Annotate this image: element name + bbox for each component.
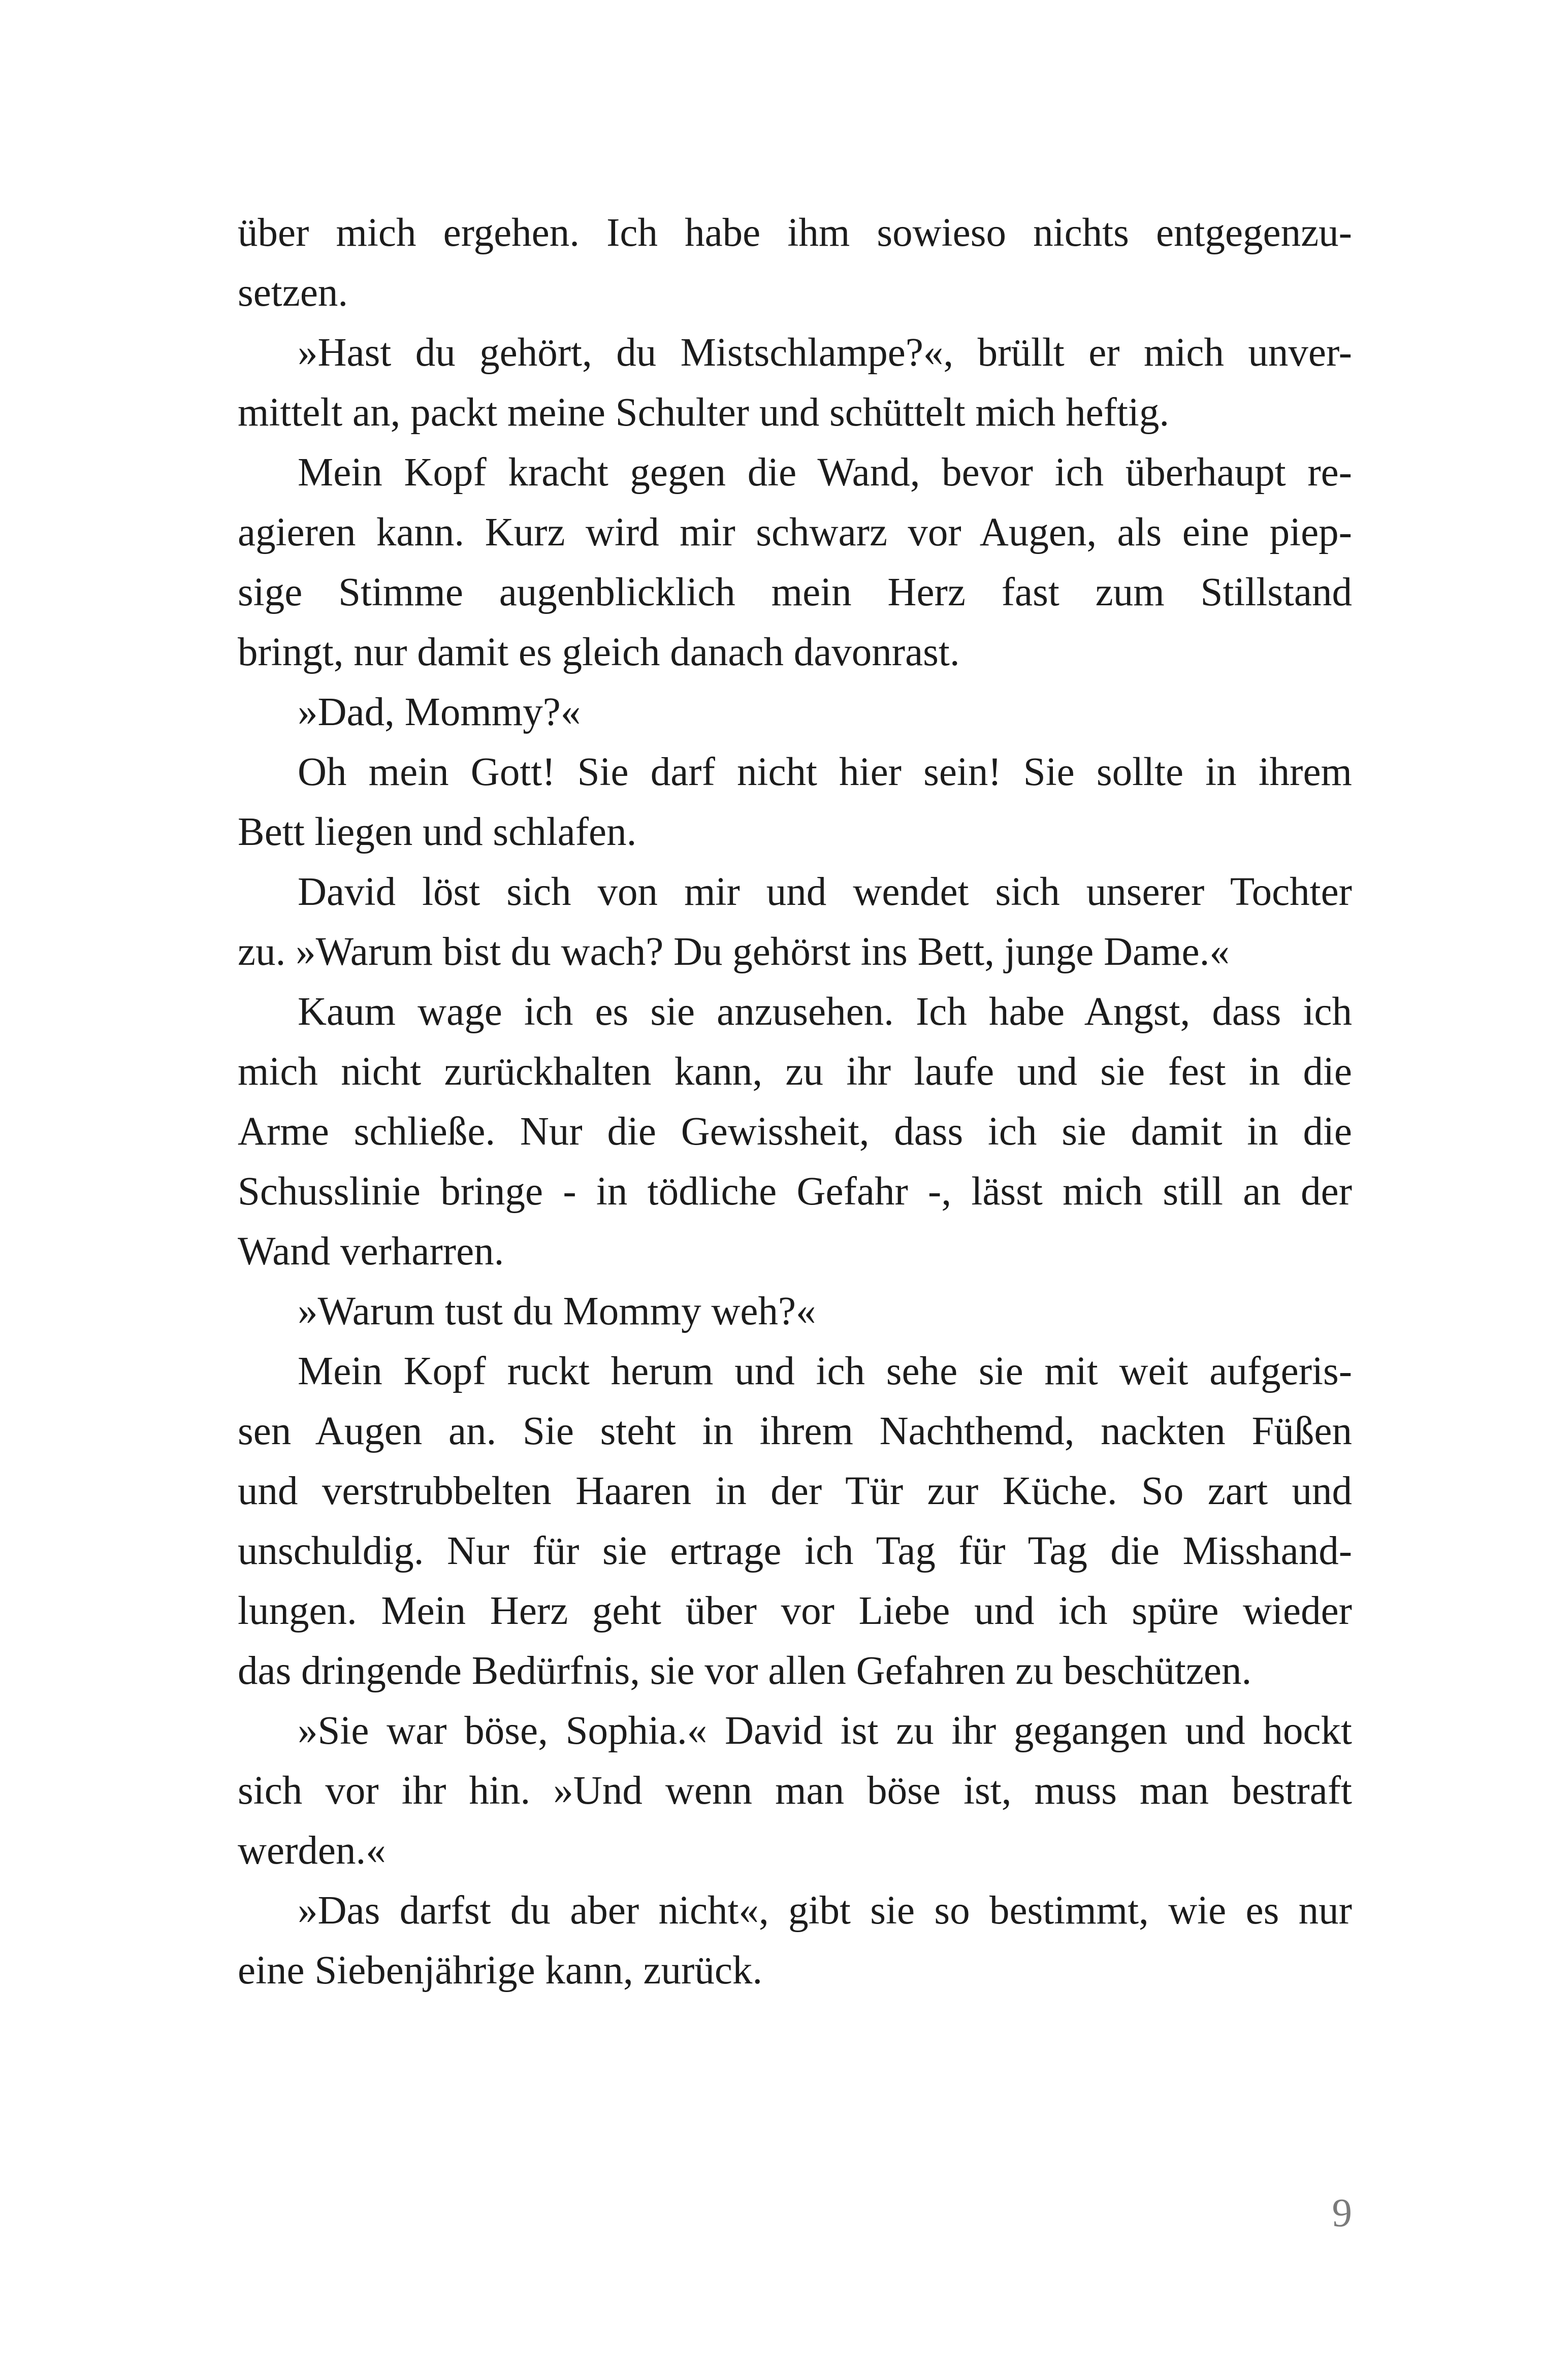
text-line: über mich ergehen. Ich habe ihm sowieso nichts entgegenzu- [238, 211, 1352, 255]
text-line: werden.« [238, 1829, 386, 1873]
text-line: lungen. Mein Herz geht über vor Liebe und ich spüre wieder [238, 1589, 1352, 1633]
text-line: sich vor ihr hin. »Und wenn man böse ist, muss man bestraft [238, 1769, 1352, 1813]
text-line: zu. »Warum bist du wach? Du gehörst ins Bett, junge Dame.« [238, 930, 1230, 974]
text-line: Schusslinie bringe - in tödliche Gefahr -, lässt mich still an der [238, 1169, 1352, 1214]
text-line: David löst sich von mir und wendet sich unserer Tochter [298, 870, 1352, 914]
text-line: unschuldig. Nur für sie ertrage ich Tag für Tag die Misshand- [238, 1529, 1352, 1573]
text-line: sen Augen an. Sie steht in ihrem Nachthemd, nackten Füßen [238, 1409, 1352, 1453]
text-line: »Dad, Mommy?« [298, 690, 581, 734]
text-line: das dringende Bedürfnis, sie vor allen Gefahren zu beschützen. [238, 1649, 1252, 1693]
page-number: 9 [1332, 2191, 1352, 2235]
text-line: sige Stimme augenblicklich mein Herz fast zum Stillstand [238, 570, 1352, 614]
text-line: »Hast du gehört, du Mistschlampe?«, brüllt er mich unver- [298, 331, 1352, 375]
text-line: agieren kann. Kurz wird mir schwarz vor Augen, als eine piep- [238, 510, 1352, 555]
text-line: Oh mein Gott! Sie darf nicht hier sein! Sie sollte in ihrem [298, 750, 1352, 794]
text-line: Mein Kopf kracht gegen die Wand, bevor ich überhaupt re- [298, 450, 1352, 495]
text-line: Arme schließe. Nur die Gewissheit, dass ich sie damit in die [238, 1110, 1352, 1154]
text-line: mich nicht zurückhalten kann, zu ihr laufe und sie fest in die [238, 1050, 1352, 1094]
text-line: Wand verharren. [238, 1229, 504, 1274]
text-line: setzen. [238, 271, 348, 315]
text-line: eine Siebenjährige kann, zurück. [238, 1948, 763, 1993]
text-line: mittelt an, packt meine Schulter und schüttelt mich heftig. [238, 390, 1170, 435]
text-line: »Warum tust du Mommy weh?« [298, 1289, 816, 1333]
text-line: und verstrubbelten Haaren in der Tür zur Küche. So zart und [238, 1469, 1352, 1513]
text-line: Kaum wage ich es sie anzusehen. Ich habe Angst, dass ich [298, 990, 1352, 1034]
text-line: bringt, nur damit es gleich danach davonrast. [238, 630, 960, 674]
body-text [238, 203, 1352, 2001]
text-line: »Sie war böse, Sophia.« David ist zu ihr gegangen und hockt [298, 1709, 1352, 1753]
text-line: Mein Kopf ruckt herum und ich sehe sie mit weit aufgeris- [298, 1349, 1352, 1393]
text-line: »Das darfst du aber nicht«, gibt sie so bestimmt, wie es nur [298, 1888, 1352, 1933]
text-line: Bett liegen und schlafen. [238, 810, 637, 854]
